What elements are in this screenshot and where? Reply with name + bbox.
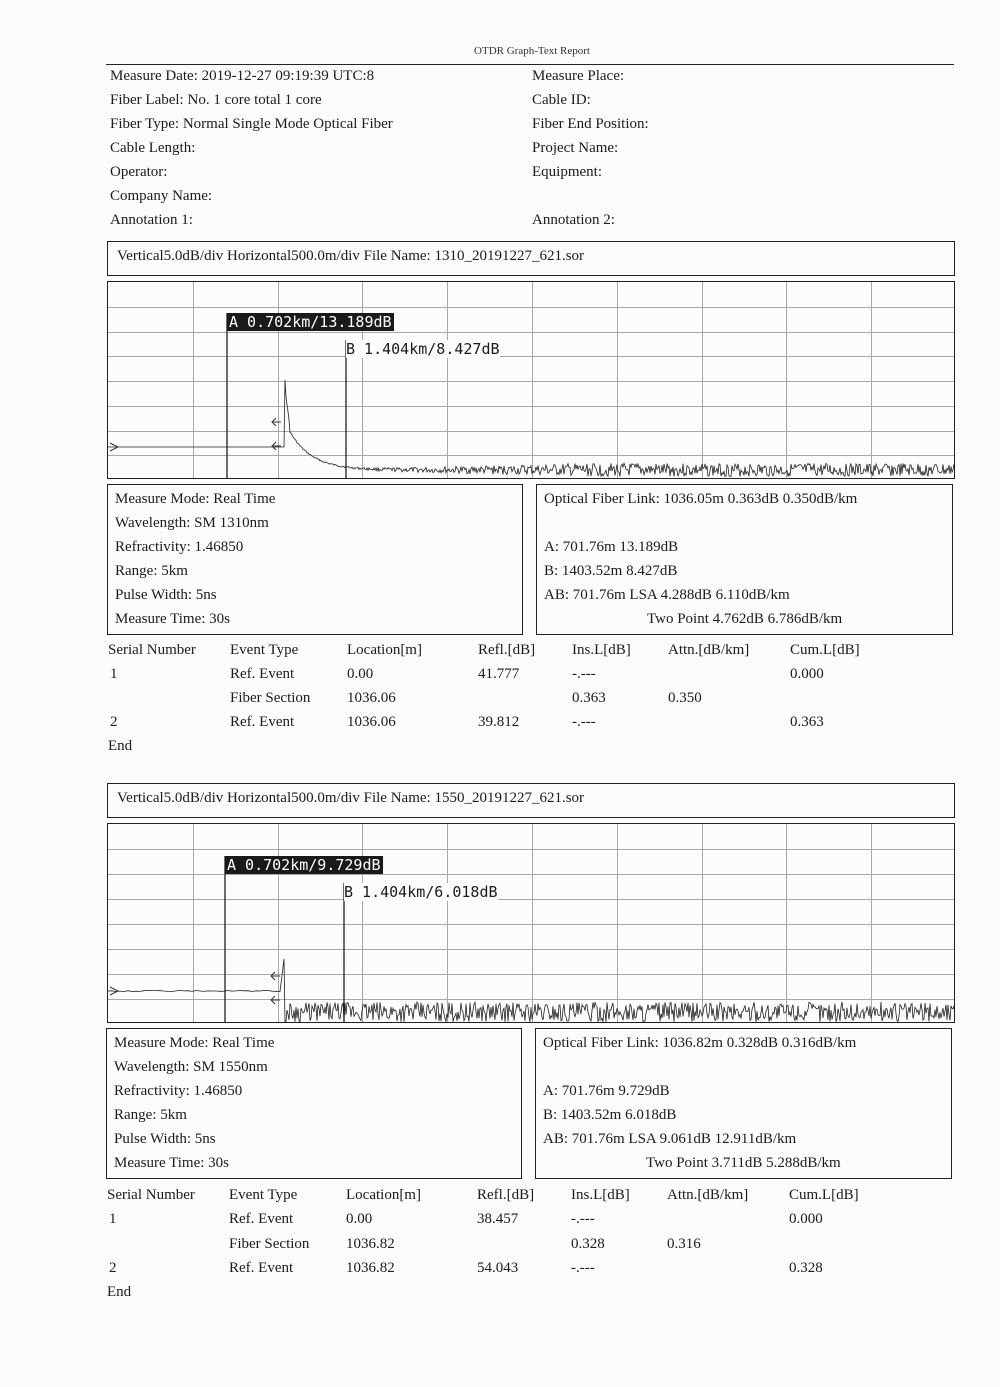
- otdr-graph-1310: [107, 281, 955, 479]
- range: Range: 5km: [114, 1107, 187, 1123]
- point-a: A: 701.76m 13.189dB: [544, 539, 679, 555]
- cell: 41.777: [478, 666, 520, 682]
- cell: 0.328: [789, 1260, 823, 1276]
- col-insl: Ins.L[dB]: [572, 642, 631, 658]
- range: Range: 5km: [115, 563, 188, 579]
- cell: 0.363: [790, 714, 824, 730]
- measure-time: Measure Time: 30s: [114, 1155, 230, 1171]
- cell: 54.043: [477, 1260, 519, 1276]
- marker-a-label: A 0.702km/9.729dB: [227, 856, 381, 874]
- cell: Fiber Section: [230, 690, 311, 706]
- col-event-type: Event Type: [230, 642, 299, 658]
- cell: 0.363: [572, 690, 606, 706]
- cell: 0.328: [571, 1236, 605, 1252]
- settings-box-1550: [106, 1028, 522, 1179]
- end-label: End: [108, 738, 133, 754]
- marker-a-label: A 0.702km/13.189dB: [229, 313, 392, 331]
- col-serial-number: Serial Number: [108, 642, 196, 658]
- otdr-trace-line: [108, 959, 955, 1022]
- col-location: Location[m]: [347, 642, 422, 658]
- cell: 0.316: [667, 1236, 701, 1252]
- otdr-trace-line: [108, 380, 955, 477]
- cable-length: Cable Length:: [110, 140, 196, 156]
- cell: 0.350: [668, 690, 702, 706]
- cell: 0.00: [346, 1211, 373, 1227]
- point-a: A: 701.76m 9.729dB: [543, 1083, 670, 1099]
- wavelength: Wavelength: SM 1550nm: [114, 1059, 268, 1075]
- title-rule: [106, 64, 954, 65]
- refractivity: Refractivity: 1.46850: [114, 1083, 243, 1099]
- file-line-box-1310: [107, 241, 955, 276]
- ab-lsa: AB: 701.76m LSA 4.288dB 6.110dB/km: [544, 587, 790, 603]
- link-box-1550: [535, 1028, 952, 1179]
- cell: Ref. Event: [229, 1260, 294, 1276]
- event-arrow-icon: [272, 442, 281, 450]
- settings-box-1310: [107, 484, 523, 635]
- measure-time: Measure Time: 30s: [115, 611, 231, 627]
- cell: 0.000: [790, 666, 824, 682]
- optical-fiber-link: Optical Fiber Link: 1036.05m 0.363dB 0.350dB/km: [544, 491, 858, 507]
- project-name: Project Name:: [532, 140, 619, 156]
- cell: 2: [109, 1260, 117, 1276]
- cell: Ref. Event: [229, 1211, 294, 1227]
- cell: 1: [110, 666, 118, 682]
- cell: -.---: [572, 714, 596, 730]
- col-serial-number: Serial Number: [107, 1187, 195, 1203]
- file-line: Vertical5.0dB/div Horizontal500.0m/div File Name: 1550_20191227_621.sor: [117, 790, 585, 806]
- col-refl: Refl.[dB]: [477, 1187, 535, 1203]
- cell: Fiber Section: [229, 1236, 310, 1252]
- point-b: B: 1403.52m 6.018dB: [543, 1107, 677, 1123]
- fiber-type: Fiber Type: Normal Single Mode Optical Fiber: [110, 116, 393, 132]
- measure-place: Measure Place:: [532, 68, 625, 84]
- annotation-1: Annotation 1:: [110, 212, 193, 228]
- cell: Ref. Event: [230, 714, 295, 730]
- cell: 0.00: [347, 666, 374, 682]
- operator: Operator:: [110, 164, 168, 180]
- file-line-box-1550: [107, 783, 955, 818]
- col-attn: Attn.[dB/km]: [668, 642, 750, 658]
- col-cuml: Cum.L[dB]: [789, 1187, 859, 1203]
- end-label: End: [107, 1284, 132, 1300]
- fiber-end-position: Fiber End Position:: [532, 116, 649, 132]
- cell: -.---: [571, 1260, 595, 1276]
- col-insl: Ins.L[dB]: [571, 1187, 630, 1203]
- cell: 2: [110, 714, 118, 730]
- annotation-2: Annotation 2:: [532, 212, 615, 228]
- cell: -.---: [571, 1211, 595, 1227]
- wavelength: Wavelength: SM 1310nm: [115, 515, 269, 531]
- measure-mode: Measure Mode: Real Time: [114, 1035, 275, 1051]
- measure-mode: Measure Mode: Real Time: [115, 491, 276, 507]
- report-title: OTDR Graph-Text Report: [474, 45, 590, 57]
- col-cuml: Cum.L[dB]: [790, 642, 860, 658]
- cell: 39.812: [478, 714, 520, 730]
- company-name: Company Name:: [110, 188, 213, 204]
- pulse-width: Pulse Width: 5ns: [115, 587, 217, 603]
- col-location: Location[m]: [346, 1187, 421, 1203]
- col-attn: Attn.[dB/km]: [667, 1187, 749, 1203]
- marker-b-label: B 1.404km/6.018dB: [344, 883, 498, 901]
- cell: 38.457: [477, 1211, 519, 1227]
- cell: 1036.82: [346, 1260, 395, 1276]
- refractivity: Refractivity: 1.46850: [115, 539, 244, 555]
- two-point: Two Point 3.711dB 5.288dB/km: [646, 1155, 841, 1171]
- measure-date: Measure Date: 2019-12-27 09:19:39 UTC:8: [110, 68, 375, 84]
- cell: -.---: [572, 666, 596, 682]
- col-event-type: Event Type: [229, 1187, 298, 1203]
- cell: 1036.06: [347, 714, 396, 730]
- two-point: Two Point 4.762dB 6.786dB/km: [647, 611, 843, 627]
- cell: 1: [109, 1211, 117, 1227]
- optical-fiber-link: Optical Fiber Link: 1036.82m 0.328dB 0.316dB/km: [543, 1035, 857, 1051]
- cable-id: Cable ID:: [532, 92, 591, 108]
- link-box-1310: [536, 484, 953, 635]
- marker-b-label: B 1.404km/8.427dB: [346, 340, 500, 358]
- otdr-graph-1550: [107, 823, 955, 1023]
- cell: 0.000: [789, 1211, 823, 1227]
- cell: 1036.82: [346, 1236, 395, 1252]
- cell: Ref. Event: [230, 666, 295, 682]
- col-refl: Refl.[dB]: [478, 642, 536, 658]
- event-arrow-icon: [272, 418, 281, 426]
- point-b: B: 1403.52m 8.427dB: [544, 563, 678, 579]
- otdr-trace-svg-1310: [108, 282, 955, 479]
- file-line: Vertical5.0dB/div Horizontal500.0m/div File Name: 1310_20191227_621.sor: [117, 248, 585, 264]
- cell: 1036.06: [347, 690, 396, 706]
- otdr-trace-svg-1550: [108, 824, 955, 1023]
- equipment: Equipment:: [532, 164, 602, 180]
- fiber-label: Fiber Label: No. 1 core total 1 core: [110, 92, 322, 108]
- pulse-width: Pulse Width: 5ns: [114, 1131, 216, 1147]
- ab-lsa: AB: 701.76m LSA 9.061dB 12.911dB/km: [543, 1131, 797, 1147]
